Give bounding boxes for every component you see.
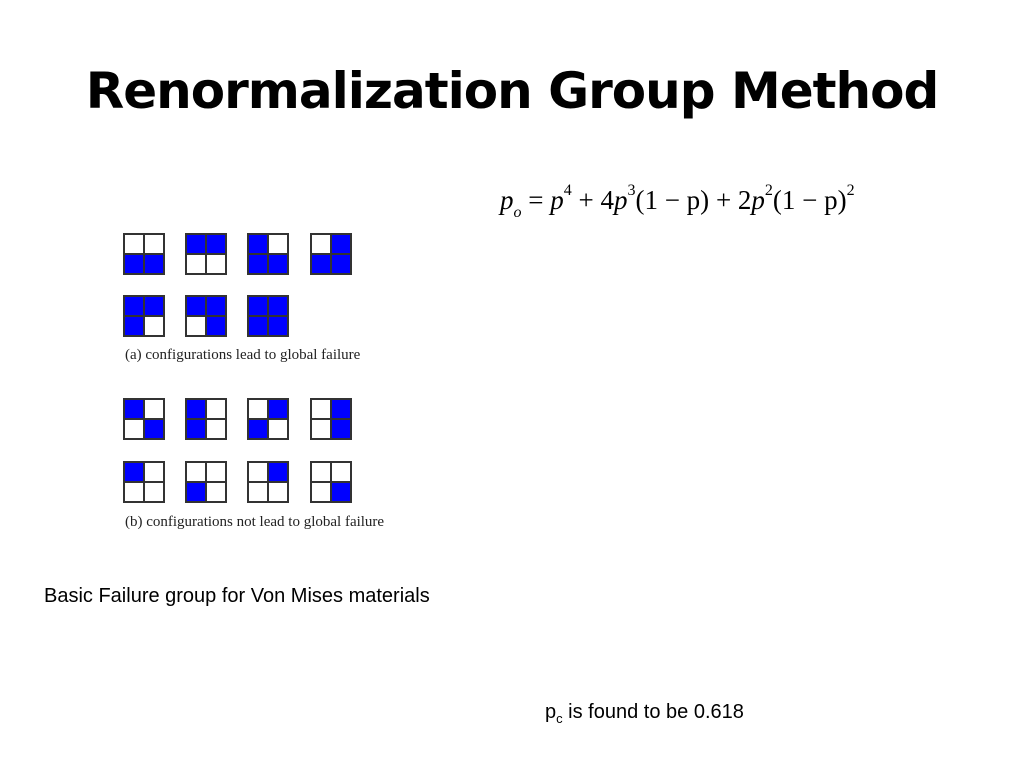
intact-square	[144, 234, 164, 254]
configuration-cell	[123, 461, 165, 503]
pc-prefix: p	[545, 701, 557, 723]
failed-square	[248, 419, 268, 439]
intact-square	[186, 462, 206, 482]
failed-square	[124, 399, 144, 419]
failed-square	[144, 296, 164, 316]
configuration-cell	[185, 461, 227, 503]
failed-square	[331, 254, 351, 274]
configuration-cell	[123, 295, 165, 337]
failed-square	[248, 316, 268, 336]
formula-lhs-sub: o	[513, 204, 522, 221]
failed-square	[331, 234, 351, 254]
formula-t3-rest: (1 − p)	[772, 185, 847, 215]
failed-square	[248, 254, 268, 274]
intact-square	[186, 316, 206, 336]
failed-square	[331, 399, 351, 419]
failed-square	[144, 254, 164, 274]
formula-equals: =	[521, 185, 551, 215]
failed-square	[268, 296, 288, 316]
intact-square	[268, 419, 288, 439]
intact-square	[144, 482, 164, 502]
pc-suffix: is found to be 0.618	[562, 701, 744, 723]
configuration-cell	[310, 398, 352, 440]
failed-square	[186, 399, 206, 419]
configuration-cell	[123, 233, 165, 275]
intact-square	[248, 399, 268, 419]
formula-t3-exp: 2	[764, 182, 773, 199]
intact-square	[311, 419, 331, 439]
formula-lhs-base: p	[500, 185, 514, 215]
intact-square	[206, 419, 226, 439]
formula-t1-base: p	[550, 185, 564, 215]
intact-square	[144, 462, 164, 482]
intact-square	[206, 462, 226, 482]
failed-square	[268, 399, 288, 419]
intact-square	[311, 399, 331, 419]
intact-square	[124, 234, 144, 254]
caption-group-b: (b) configurations not lead to global failure	[125, 514, 385, 530]
configuration-cell	[247, 398, 289, 440]
failed-square	[186, 296, 206, 316]
intact-square	[206, 254, 226, 274]
configuration-cell	[310, 461, 352, 503]
failed-square	[268, 462, 288, 482]
pc-subscript: c	[556, 711, 563, 726]
failed-square	[124, 296, 144, 316]
failed-square	[206, 316, 226, 336]
intact-square	[311, 234, 331, 254]
failed-square	[248, 296, 268, 316]
configuration-cell	[123, 398, 165, 440]
intact-square	[268, 234, 288, 254]
intact-square	[311, 482, 331, 502]
failed-square	[206, 234, 226, 254]
intact-square	[144, 316, 164, 336]
basic-failure-text: Basic Failure group for Von Mises materials	[44, 585, 430, 607]
failed-square	[331, 482, 351, 502]
failed-square	[186, 234, 206, 254]
formula-t1-exp: 4	[563, 182, 572, 199]
intact-square	[206, 399, 226, 419]
intact-square	[248, 482, 268, 502]
formula-plus1: + 4	[571, 185, 614, 215]
failed-square	[206, 296, 226, 316]
failed-square	[268, 316, 288, 336]
intact-square	[268, 482, 288, 502]
caption-group-a: (a) configurations lead to global failure	[125, 347, 361, 363]
failed-square	[268, 254, 288, 274]
failed-square	[331, 419, 351, 439]
configuration-cell	[185, 233, 227, 275]
failure-probability-formula	[500, 182, 855, 222]
failed-square	[124, 254, 144, 274]
failed-square	[186, 482, 206, 502]
failed-square	[124, 316, 144, 336]
pc-result	[545, 701, 744, 726]
failed-square	[311, 254, 331, 274]
configuration-cell	[247, 295, 289, 337]
intact-square	[206, 482, 226, 502]
intact-square	[124, 482, 144, 502]
failed-square	[124, 462, 144, 482]
intact-square	[248, 462, 268, 482]
configuration-cell	[247, 461, 289, 503]
formula-t2-exp: 3	[627, 182, 636, 199]
formula-t3-base: p	[751, 185, 765, 215]
failed-square	[144, 419, 164, 439]
configuration-cell	[185, 295, 227, 337]
configuration-cell	[185, 398, 227, 440]
failed-square	[186, 419, 206, 439]
formula-plus2: + 2	[709, 185, 752, 215]
formula-t2-base: p	[613, 185, 628, 215]
configuration-cell	[247, 233, 289, 275]
configuration-cell	[310, 233, 352, 275]
intact-square	[331, 462, 351, 482]
intact-square	[124, 419, 144, 439]
formula-t3-exp2: 2	[846, 182, 855, 199]
intact-square	[311, 462, 331, 482]
intact-square	[144, 399, 164, 419]
slide-title: Renormalization Group Method	[85, 62, 939, 120]
intact-square	[186, 254, 206, 274]
failed-square	[248, 234, 268, 254]
formula-t2-rest: (1 − p)	[635, 185, 710, 215]
